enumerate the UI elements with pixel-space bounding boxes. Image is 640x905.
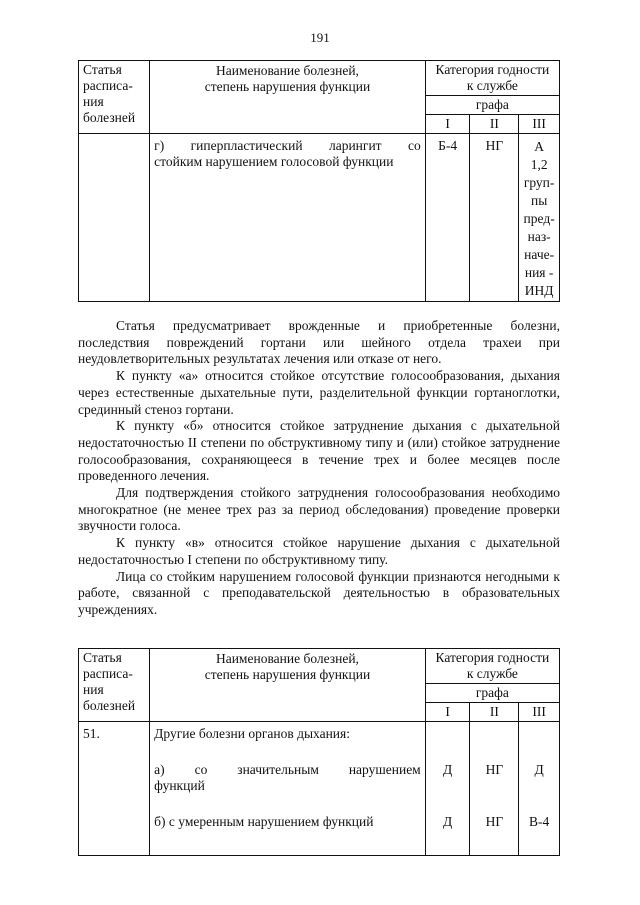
header-name-line: степень нарушения функции (204, 79, 371, 94)
table-header-row (79, 649, 560, 684)
paragraph: Для подтверждения стойкого затруднения голосообразования необходимо многократное (не менее трех раз за период обследования) проведение проверки звучности голоса. (78, 485, 560, 534)
col-iii-line: А (534, 139, 544, 154)
header-article-line: расписа- (83, 78, 133, 93)
paragraph: К пункту «в» относится стойкое нарушение дыхания с дыхательной недостаточностью I степени по обструктивному типу. (78, 535, 560, 567)
header-name-line: степень нарушения функции (204, 667, 371, 682)
header-category-line: к службе (466, 666, 518, 681)
header-col-i: I (425, 703, 470, 722)
row-title-line: Другие болезни органов дыхания: (154, 726, 350, 741)
header-category-cell (425, 649, 559, 684)
row-col-iii (519, 134, 560, 302)
col-iii-line: пред- (523, 211, 555, 226)
col-iii-line: 1,2 (530, 157, 548, 172)
table-row (79, 722, 560, 856)
header-grafa-cell: графа (425, 684, 559, 703)
header-category-line: Категория годности (435, 62, 550, 77)
row-col-i (425, 722, 470, 856)
row-col-iii (519, 722, 560, 856)
row-name-cell (150, 722, 426, 856)
header-name-line: Наименование болезней, (215, 651, 359, 666)
header-article-cell (79, 61, 150, 134)
table-continuation (78, 60, 560, 302)
header-grafa-cell: графа (425, 96, 559, 115)
paragraph: К пункту «б» относится стойкое затруднение дыхания с дыхательной недостаточностью II степени по обструктивному типу и (или) стойкое затруднение голосообразования, сохраняющееся в течение трех и более месяцев после проведенного лечения. (78, 418, 560, 484)
header-col-iii: III (519, 115, 560, 134)
header-article-cell (79, 649, 150, 722)
header-article-line: Статья (83, 62, 122, 77)
header-col-ii: II (470, 703, 519, 722)
header-article-line: ния (83, 682, 104, 697)
header-article-line: расписа- (83, 666, 133, 681)
value-cell: В-4 (529, 814, 550, 829)
row-name-line: стойким нарушением голосовой функции (154, 154, 394, 169)
value-cell: НГ (485, 762, 504, 777)
header-name-cell (150, 61, 426, 134)
header-article-line: болезней (83, 698, 136, 713)
header-col-i: I (425, 115, 470, 134)
col-iii-line: наз- (527, 229, 551, 244)
header-article-line: Статья (83, 650, 122, 665)
col-iii-line: груп- (523, 175, 555, 190)
header-name-cell (150, 649, 426, 722)
row-col-i: Б-4 (425, 134, 470, 302)
value-cell: Д (534, 762, 544, 777)
table-article-51 (78, 648, 560, 856)
row-article-cell: 51. (79, 722, 150, 856)
row-col-ii: НГ (470, 134, 519, 302)
body-text (78, 318, 560, 619)
row-col-ii (470, 722, 519, 856)
row-name-line: г) гиперпластический ларингит со (154, 138, 421, 153)
col-iii-line: наче- (524, 247, 555, 262)
page-number: 191 (310, 30, 330, 45)
value-cell: Д (442, 762, 453, 777)
header-col-iii: III (519, 703, 560, 722)
header-category-line: к службе (466, 78, 518, 93)
row-article-cell (79, 134, 150, 302)
header-col-ii: II (470, 115, 519, 134)
value-cell: Д (442, 814, 453, 829)
row-name-line: а) со значительным нарушением (154, 762, 421, 777)
paragraph: Лица со стойким нарушением голосовой функции признаются негодными к работе, связанной с преподавательской деятельностью в образовательных учреждениях. (78, 568, 560, 617)
paragraph: Статья предусматривает врожденные и приобретенные болезни, последствия повреждений гортани или шейного отдела трахеи при неудовлетворительных результатах лечения или отказе от него. (78, 318, 560, 367)
col-iii-line: ИНД (524, 283, 554, 298)
header-category-cell (425, 61, 559, 96)
table-header-row (79, 61, 560, 96)
header-name-line: Наименование болезней, (215, 63, 359, 78)
col-iii-line: пы (530, 193, 548, 208)
paragraph: К пункту «а» относится стойкое отсутствие голосообразования, дыхания через естественные дыхательные пути, разделительной функции гортаноглотки, срединный стеноз гортани. (78, 368, 560, 417)
header-category-line: Категория годности (435, 650, 550, 665)
row-name-cell (150, 134, 426, 302)
header-article-line: болезней (83, 110, 136, 125)
row-name-line: функций (154, 778, 205, 793)
row-name-line: б) с умеренным нарушением функций (154, 814, 374, 829)
header-article-line: ния (83, 94, 104, 109)
table-row (79, 134, 560, 302)
value-cell: НГ (485, 814, 504, 829)
col-iii-line: ния - (524, 265, 554, 280)
